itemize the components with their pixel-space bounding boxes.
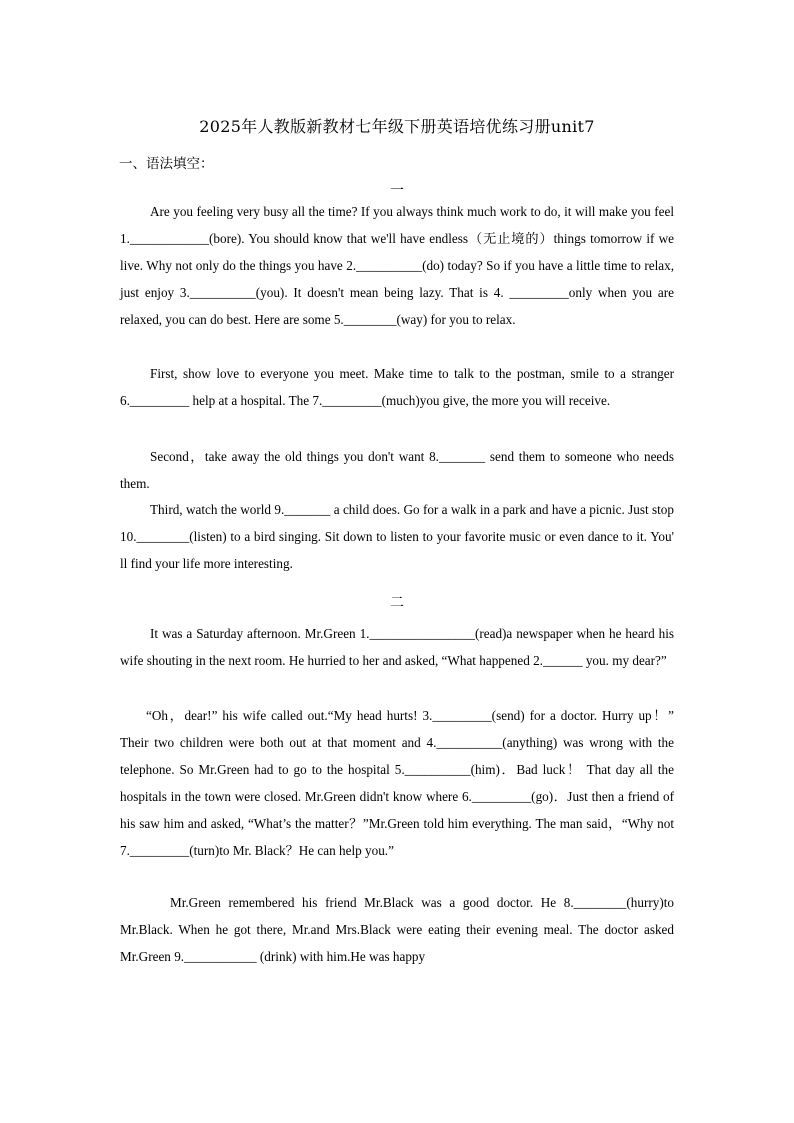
passage-1-paragraph-3: Second，take away the old things you don't want 8._______ send them to someone who needs them. (120, 449, 674, 491)
passage-1-paragraph-1: Are you feeling very busy all the time? If you always think much work to do, it will make you feel 1.____________(bore). You should know that we'll have endless（无止境的）things tomorrow if we live. Why not only do the things you have 2.__________(do) today? So if you have a little time to relax, just enjoy 3.__________(you). It doesn't mean being lazy. That is 4. _________only when you are relaxed, you can do best. Here are some 5.________(way) for you to relax. (120, 204, 674, 327)
section-heading: 一、语法填空： (119, 156, 214, 171)
passage-1-paragraph-4: Third, watch the world 9._______ a child does. Go for a walk in a park and have a picnic. Just stop 10.________(listen) to a bird singing. Sit down to listen to your favorite music or even dance to it. You' ll find your life more interesting. (120, 502, 674, 571)
passage-2-paragraph-2: “Oh，dear!” his wife called out.“My head hurts! 3._________(send) for a doctor. Hurry up！” Their two children were both out at that moment and 4.__________(anything) was wrong with the telephone. So Mr.Green had to go to the hospital 5.__________(him)．Bad luck！ That day all the hospitals in the town were closed. Mr.Green didn't know where 6._________(go)．Just then a friend of his saw him and asked, “What’s the matter？”Mr.Green told him everything. The man said，“Why not 7._________(turn)to Mr. Black？He can help you.” (120, 708, 674, 858)
document-title: 2025年人教版新教材七年级下册英语培优练习册unit7 (199, 117, 595, 136)
passage-1-label: 一 (390, 184, 404, 199)
passage-2-paragraph-3: Mr.Green remembered his friend Mr.Black was a good doctor. He 8.________(hurry)to Mr.Black. When he got there, Mr.and Mrs.Black were eating their evening meal. The doctor asked Mr.Green 9.___________ (drink) with him.He was happy (120, 895, 674, 964)
passage-1-paragraph-2: First, show love to everyone you meet. Make time to talk to the postman, smile to a stranger 6._________ help at a hospital. The 7._________(much)you give, the more you will receive. (120, 366, 674, 408)
passage-2-label: 二 (390, 596, 404, 611)
passage-2-paragraph-1: It was a Saturday afternoon. Mr.Green 1.________________(read)a newspaper when he heard his wife shouting in the next room. He hurried to her and asked, “What happened 2.______ you. my dear?” (120, 626, 674, 668)
